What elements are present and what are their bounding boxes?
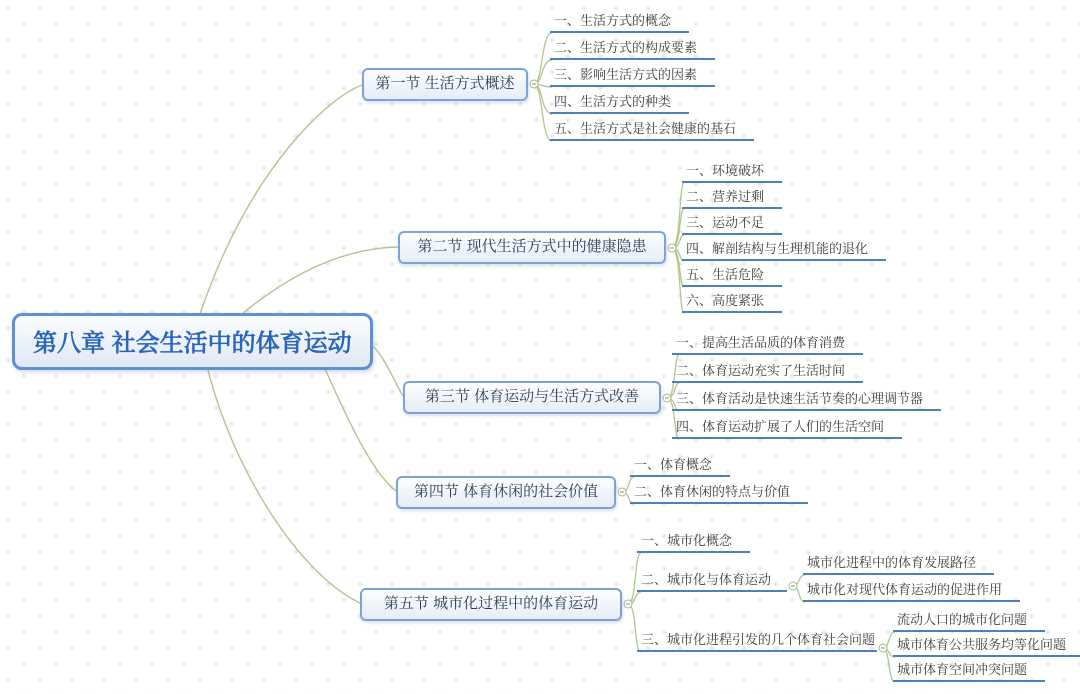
sub-leaf-topic[interactable]: 城市化进程中的体育发展路径 <box>803 554 994 575</box>
section-node-1[interactable]: 第一节 生活方式概述 <box>362 68 528 101</box>
sub-leaf-topic[interactable]: 流动人口的城市化问题 <box>893 611 1045 632</box>
leaf-topic[interactable]: 一、体育概念 <box>630 456 730 477</box>
section-node-2[interactable]: 第二节 现代生活方式中的健康隐患 <box>398 231 666 264</box>
leaf-topic[interactable]: 一、环境破坏 <box>682 162 782 183</box>
collapse-toggle-icon[interactable] <box>624 600 632 608</box>
collapse-toggle-icon[interactable] <box>668 244 676 252</box>
leaf-topic[interactable]: 三、运动不足 <box>682 214 782 235</box>
section-node-3[interactable]: 第三节 体育运动与生活方式改善 <box>403 381 661 414</box>
collapse-toggle-icon[interactable] <box>530 80 538 88</box>
sub-leaf-topic[interactable]: 城市化对现代体育运动的促进作用 <box>803 581 1020 602</box>
leaf-topic[interactable]: 五、生活危险 <box>682 266 782 287</box>
leaf-topic-with-children[interactable]: 二、城市化与体育运动 <box>637 571 787 592</box>
leaf-topic[interactable]: 三、体育活动是快速生活节奏的心理调节器 <box>672 390 941 411</box>
leaf-topic[interactable]: 四、生活方式的种类 <box>550 93 689 114</box>
leaf-topic[interactable]: 四、体育运动扩展了人们的生活空间 <box>672 418 902 439</box>
leaf-topic[interactable]: 二、体育休闲的特点与价值 <box>630 483 808 504</box>
section-node-5[interactable]: 第五节 城市化过程中的体育运动 <box>360 588 622 621</box>
leaf-topic[interactable]: 一、生活方式的概念 <box>550 12 689 33</box>
leaf-topic[interactable]: 四、解剖结构与生理机能的退化 <box>682 240 886 261</box>
leaf-topic[interactable]: 二、营养过剩 <box>682 188 782 209</box>
sub-leaf-topic[interactable]: 城市体育公共服务均等化问题 <box>893 636 1080 657</box>
leaf-topic[interactable]: 三、影响生活方式的因素 <box>550 66 715 87</box>
section-node-4[interactable]: 第四节 体育休闲的社会价值 <box>396 476 616 509</box>
leaf-topic[interactable]: 一、提高生活品质的体育消费 <box>672 334 863 355</box>
leaf-topic[interactable]: 六、高度紧张 <box>682 292 782 313</box>
leaf-topic-with-children[interactable]: 三、城市化进程引发的几个体育社会问题 <box>637 631 877 652</box>
sub-leaf-topic[interactable]: 城市体育空间冲突问题 <box>893 661 1045 682</box>
collapse-toggle-icon[interactable] <box>789 582 797 590</box>
leaf-topic[interactable]: 二、生活方式的构成要素 <box>550 39 715 60</box>
collapse-toggle-icon[interactable] <box>663 394 671 402</box>
leaf-topic[interactable]: 一、城市化概念 <box>637 532 750 553</box>
leaf-topic[interactable]: 五、生活方式是社会健康的基石 <box>550 120 754 141</box>
collapse-toggle-icon[interactable] <box>618 488 626 496</box>
root-topic[interactable]: 第八章 社会生活中的体育运动 <box>12 313 373 370</box>
collapse-toggle-icon[interactable] <box>879 644 887 652</box>
leaf-topic[interactable]: 二、体育运动充实了生活时间 <box>672 362 863 383</box>
